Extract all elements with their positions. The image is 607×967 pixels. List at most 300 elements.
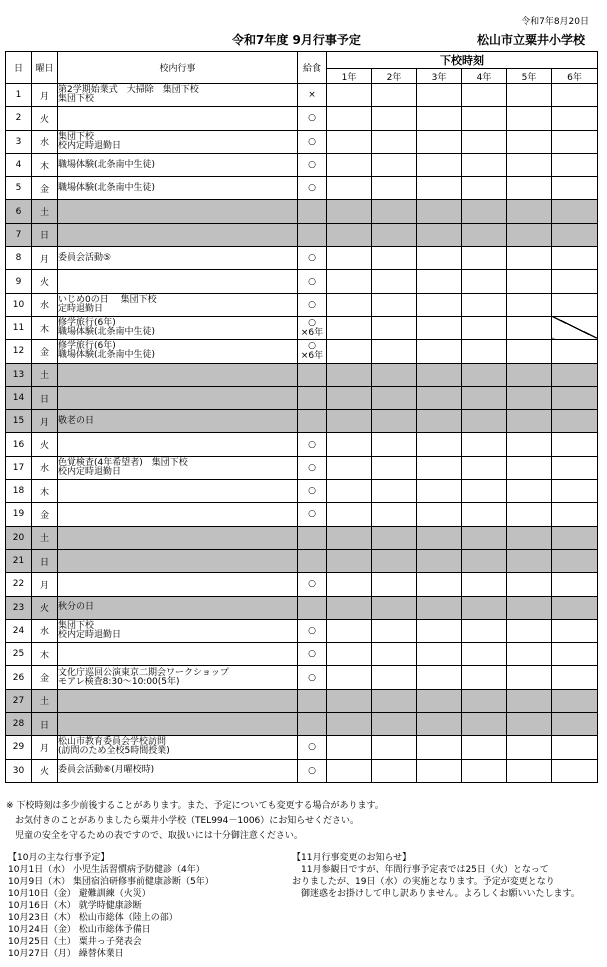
dismissal-time-cell	[462, 410, 507, 433]
lunch-mark: ○	[308, 113, 316, 124]
dismissal-time-cell	[417, 619, 462, 642]
dismissal-time-cell	[462, 433, 507, 456]
col-header-lunch: 給食	[298, 52, 327, 84]
table-row	[6, 293, 598, 316]
event-text: 職場体験(北条南中生徒)	[58, 327, 156, 338]
dismissal-time-cell	[552, 666, 598, 689]
dismissal-time-cell	[327, 363, 372, 386]
lunch-cell	[298, 643, 327, 666]
dismissal-time-cell	[372, 480, 417, 503]
dismissal-time-cell	[417, 340, 462, 363]
event-text: 集団下校	[58, 620, 95, 631]
weekday-cell: 日	[32, 713, 58, 736]
dismissal-time-cell	[507, 689, 552, 712]
dismissal-time-cell	[417, 549, 462, 572]
events-cell	[58, 713, 298, 736]
day-cell: 26	[6, 666, 32, 689]
weekday-cell: 土	[32, 689, 58, 712]
dismissal-time-cell	[552, 410, 598, 433]
grade-header: 3年	[417, 69, 462, 84]
dismissal-time-cell	[462, 270, 507, 293]
weekday-cell: 日	[32, 386, 58, 409]
dismissal-time-cell	[327, 410, 372, 433]
table-row	[6, 643, 598, 666]
dismissal-time-cell	[372, 410, 417, 433]
lunch-cell	[298, 84, 327, 107]
dismissal-time-cell	[507, 456, 552, 479]
dismissal-time-cell	[507, 503, 552, 526]
lunch-mark: ○	[308, 649, 316, 660]
lunch-cell	[298, 247, 327, 270]
lunch-mark: ○	[308, 276, 316, 287]
event-text: 松山市教育委員会学校訪問	[58, 737, 167, 748]
day-cell: 2	[6, 107, 32, 130]
dismissal-time-cell	[417, 456, 462, 479]
events-cell	[58, 596, 298, 619]
dismissal-time-cell	[462, 340, 507, 363]
dismissal-time-cell	[417, 573, 462, 596]
dismissal-time-cell	[417, 386, 462, 409]
dismissal-time-cell	[327, 223, 372, 246]
dismissal-time-cell	[327, 526, 372, 549]
table-row	[6, 596, 598, 619]
day-cell: 9	[6, 270, 32, 293]
dismissal-time-cell	[417, 107, 462, 130]
dismissal-time-cell	[327, 247, 372, 270]
table-row	[6, 526, 598, 549]
day-cell: 27	[6, 689, 32, 712]
october-event-item: 10月27日（月） 繰替休業日	[8, 949, 124, 959]
october-events	[8, 852, 214, 960]
table-row	[6, 247, 598, 270]
dismissal-time-cell	[372, 293, 417, 316]
dismissal-time-cell	[372, 386, 417, 409]
dismissal-time-cell	[507, 130, 552, 153]
dismissal-time-cell	[552, 643, 598, 666]
dismissal-time-cell	[372, 270, 417, 293]
dismissal-time-cell	[327, 386, 372, 409]
dismissal-time-cell	[327, 713, 372, 736]
day-cell: 23	[6, 596, 32, 619]
dismissal-time-cell	[507, 596, 552, 619]
dismissal-time-cell	[552, 759, 598, 782]
page-title: 令和7年度 9月行事予定	[232, 33, 361, 47]
dismissal-time-cell	[462, 84, 507, 107]
dismissal-time-cell	[327, 643, 372, 666]
table-row	[6, 759, 598, 782]
dismissal-time-cell	[462, 549, 507, 572]
table-row	[6, 410, 598, 433]
lunch-mark: ○	[308, 462, 316, 473]
dismissal-time-cell	[552, 549, 598, 572]
issue-date: 令和7年8月20日	[521, 17, 589, 27]
dismissal-time-cell	[507, 643, 552, 666]
weekday-cell: 水	[32, 456, 58, 479]
lunch-cell	[298, 130, 327, 153]
day-cell: 30	[6, 759, 32, 782]
october-event-item: 10月25日（土） 粟井っ子発表会	[8, 937, 142, 947]
dismissal-time-cell	[372, 247, 417, 270]
grade-header: 4年	[462, 69, 507, 84]
table-row	[6, 386, 598, 409]
lunch-mark: ○	[308, 486, 316, 497]
dismissal-time-cell	[372, 549, 417, 572]
dismissal-time-cell	[327, 107, 372, 130]
events-cell	[58, 526, 298, 549]
weekday-cell: 水	[32, 293, 58, 316]
dismissal-time-cell	[372, 573, 417, 596]
weekday-cell: 火	[32, 759, 58, 782]
october-event-item: 10月16日（木） 就学時健康診断	[8, 901, 142, 911]
event-text: 修学旅行(6年)	[58, 341, 116, 352]
lunch-cell	[298, 480, 327, 503]
grade-header: 1年	[327, 69, 372, 84]
dismissal-time-cell	[507, 340, 552, 363]
dismissal-time-cell	[552, 596, 598, 619]
dismissal-time-cell	[462, 759, 507, 782]
table-row	[6, 549, 598, 572]
dismissal-time-cell	[462, 200, 507, 223]
events-cell	[58, 410, 298, 433]
dismissal-time-cell	[552, 84, 598, 107]
dismissal-time-cell	[327, 503, 372, 526]
november-line: 御迷惑をお掛けして申し訳ありません。よろしくお願いいたします。	[292, 889, 580, 899]
dismissal-time-cell	[327, 153, 372, 176]
day-cell: 11	[6, 316, 32, 339]
lunch-cell	[298, 526, 327, 549]
table-row	[6, 736, 598, 759]
weekday-cell: 月	[32, 84, 58, 107]
dismissal-time-cell	[327, 340, 372, 363]
dismissal-time-cell	[507, 410, 552, 433]
event-text: 集団下校	[58, 131, 95, 142]
dismissal-time-cell	[462, 316, 507, 339]
dismissal-time-cell	[507, 386, 552, 409]
dismissal-time-cell	[507, 293, 552, 316]
dismissal-time-cell	[327, 433, 372, 456]
note-line: ※ 下校時刻は多少前後することがあります。また、予定についても変更する場合があります。	[6, 801, 384, 811]
october-event-item: 10月23日（木） 松山市総体（陸上の部）	[8, 913, 178, 923]
dismissal-time-cell	[372, 153, 417, 176]
dismissal-time-cell	[507, 573, 552, 596]
note-line: 児童の安全を守るための表ですので、取扱いには十分御注意ください。	[6, 831, 303, 841]
dismissal-time-cell	[552, 223, 598, 246]
dismissal-time-cell	[507, 713, 552, 736]
table-row	[6, 713, 598, 736]
dismissal-time-cell	[507, 153, 552, 176]
dismissal-time-cell	[507, 200, 552, 223]
dismissal-time-cell	[462, 619, 507, 642]
event-text: 秋分の日	[58, 602, 95, 613]
dismissal-time-cell	[417, 410, 462, 433]
events-cell	[58, 316, 298, 339]
dismissal-time-cell	[327, 316, 372, 339]
grade-header: 5年	[507, 69, 552, 84]
lunch-cell	[298, 503, 327, 526]
dismissal-time-cell	[327, 270, 372, 293]
lunch-mark: ○	[308, 136, 316, 147]
dismissal-time-cell	[507, 526, 552, 549]
weekday-cell: 月	[32, 247, 58, 270]
weekday-cell: 火	[32, 596, 58, 619]
november-heading: 【11月行事変更のお知らせ】	[292, 853, 412, 863]
weekday-cell: 水	[32, 130, 58, 153]
dismissal-time-cell	[507, 549, 552, 572]
table-row	[6, 363, 598, 386]
day-cell: 1	[6, 84, 32, 107]
october-event-item: 10月1日（水） 小児生活習慣病予防健診（4年）	[8, 865, 205, 875]
events-cell	[58, 689, 298, 712]
dismissal-time-cell	[552, 270, 598, 293]
dismissal-time-cell	[417, 153, 462, 176]
events-cell	[58, 480, 298, 503]
lunch-cell	[298, 410, 327, 433]
day-cell: 13	[6, 363, 32, 386]
dismissal-time-cell	[552, 340, 598, 363]
dismissal-time-cell	[462, 713, 507, 736]
dismissal-time-cell	[372, 363, 417, 386]
dismissal-time-cell	[372, 503, 417, 526]
events-cell	[58, 456, 298, 479]
dismissal-time-cell	[507, 316, 552, 339]
lunch-cell	[298, 573, 327, 596]
dismissal-time-cell	[462, 386, 507, 409]
events-cell	[58, 177, 298, 200]
event-text: (訪問のため全校5時間授業)	[58, 746, 170, 757]
dismissal-time-cell	[417, 84, 462, 107]
weekday-cell: 日	[32, 549, 58, 572]
dismissal-time-cell	[552, 130, 598, 153]
lunch-note: ×6年	[300, 351, 324, 362]
event-text: いじめ0の日 集団下校	[58, 294, 157, 305]
lunch-mark: ○	[308, 625, 316, 636]
dismissal-time-cell	[552, 689, 598, 712]
dismissal-time-cell	[462, 736, 507, 759]
lunch-cell	[298, 270, 327, 293]
dismissal-time-cell	[462, 130, 507, 153]
lunch-cell	[298, 200, 327, 223]
dismissal-time-cell	[462, 456, 507, 479]
lunch-cell	[298, 596, 327, 619]
lunch-cell	[298, 153, 327, 176]
lunch-cell	[298, 386, 327, 409]
col-header-day: 日	[6, 52, 32, 84]
lunch-mark: ○	[308, 765, 316, 776]
lunch-mark: ○	[308, 579, 316, 590]
dismissal-time-cell	[417, 713, 462, 736]
lunch-mark: ○	[308, 509, 316, 520]
event-text: 委員会活動⑥(月曜校時)	[58, 765, 155, 776]
table-row	[6, 689, 598, 712]
lunch-cell	[298, 456, 327, 479]
event-text: 修学旅行(6年)	[58, 318, 116, 329]
dismissal-time-cell	[462, 293, 507, 316]
dismissal-time-cell	[372, 619, 417, 642]
event-text: 校内定時退勤日	[58, 466, 122, 477]
dismissal-time-cell	[417, 480, 462, 503]
dismissal-time-cell	[462, 573, 507, 596]
events-cell	[58, 223, 298, 246]
table-row	[6, 316, 598, 339]
november-notice	[292, 852, 580, 900]
lunch-cell	[298, 736, 327, 759]
dismissal-time-cell	[372, 736, 417, 759]
lunch-mark: ○	[308, 253, 316, 264]
day-cell: 15	[6, 410, 32, 433]
col-header-dismissal: 下校時刻	[327, 52, 598, 69]
lunch-cell	[298, 689, 327, 712]
day-cell: 10	[6, 293, 32, 316]
day-cell: 12	[6, 340, 32, 363]
event-text: 定時退勤日	[58, 303, 104, 314]
day-cell: 28	[6, 713, 32, 736]
table-row	[6, 223, 598, 246]
dismissal-time-cell	[417, 363, 462, 386]
weekday-cell: 金	[32, 177, 58, 200]
table-row	[6, 84, 598, 107]
lunch-note: ×6年	[300, 328, 324, 339]
day-cell: 19	[6, 503, 32, 526]
dismissal-time-cell	[507, 177, 552, 200]
dismissal-time-cell	[462, 153, 507, 176]
dismissal-time-cell	[462, 107, 507, 130]
dismissal-time-cell	[507, 270, 552, 293]
event-text: 職場体験(北条南中生徒)	[58, 182, 156, 193]
school-name: 松山市立粟井小学校	[476, 33, 585, 47]
event-text: 第2学期始業式 大掃除 集団下校	[58, 85, 199, 96]
dismissal-time-cell	[507, 433, 552, 456]
table-row	[6, 340, 598, 363]
dismissal-time-cell	[372, 713, 417, 736]
weekday-cell: 土	[32, 363, 58, 386]
dismissal-time-cell	[417, 526, 462, 549]
dismissal-time-cell	[417, 293, 462, 316]
weekday-cell: 木	[32, 316, 58, 339]
dismissal-time-cell	[507, 480, 552, 503]
lunch-cell	[298, 363, 327, 386]
day-cell: 5	[6, 177, 32, 200]
schedule-table	[5, 51, 598, 783]
october-event-item: 10月10日（金） 避難訓練（火災）	[8, 889, 151, 899]
dismissal-time-cell	[327, 736, 372, 759]
dismissal-time-cell	[327, 549, 372, 572]
dismissal-time-cell	[552, 153, 598, 176]
lunch-cell	[298, 713, 327, 736]
dismissal-time-cell	[417, 177, 462, 200]
dismissal-time-cell	[417, 689, 462, 712]
dismissal-time-cell	[417, 130, 462, 153]
events-cell	[58, 573, 298, 596]
events-cell	[58, 340, 298, 363]
day-cell: 8	[6, 247, 32, 270]
events-cell	[58, 666, 298, 689]
table-row	[6, 573, 598, 596]
dismissal-time-cell	[552, 107, 598, 130]
event-text: 職場体験(北条南中生徒)	[58, 159, 156, 170]
col-header-weekday: 曜日	[32, 52, 58, 84]
table-row	[6, 270, 598, 293]
event-text: 色覚検査(4年希望者) 集団下校	[58, 457, 188, 468]
dismissal-time-cell	[327, 84, 372, 107]
dismissal-time-cell	[327, 619, 372, 642]
dismissal-time-cell	[417, 736, 462, 759]
november-line: 11月参観日ですが、年間行事予定表では25日（火）となって	[292, 865, 549, 875]
dismissal-time-cell	[462, 666, 507, 689]
events-cell	[58, 363, 298, 386]
events-cell	[58, 386, 298, 409]
day-cell: 21	[6, 549, 32, 572]
dismissal-time-cell	[552, 363, 598, 386]
event-text: 集団下校	[58, 94, 95, 105]
dismissal-time-cell	[417, 270, 462, 293]
weekday-cell: 金	[32, 340, 58, 363]
dismissal-time-cell	[507, 619, 552, 642]
dismissal-time-cell	[417, 433, 462, 456]
events-cell	[58, 200, 298, 223]
dismissal-time-cell	[507, 107, 552, 130]
dismissal-time-cell	[372, 130, 417, 153]
dismissal-time-cell	[507, 736, 552, 759]
day-cell: 24	[6, 619, 32, 642]
lunch-cell	[298, 340, 327, 363]
table-row	[6, 130, 598, 153]
dismissal-time-cell	[372, 759, 417, 782]
events-cell	[58, 736, 298, 759]
day-cell: 16	[6, 433, 32, 456]
table-row	[6, 153, 598, 176]
weekday-cell: 土	[32, 200, 58, 223]
event-text: 敬老の日	[58, 415, 95, 426]
lunch-mark: ○	[308, 183, 316, 194]
weekday-cell: 火	[32, 433, 58, 456]
weekday-cell: 水	[32, 619, 58, 642]
dismissal-time-cell	[552, 386, 598, 409]
lunch-cell	[298, 107, 327, 130]
lunch-mark: ○	[308, 439, 316, 450]
lunch-cell	[298, 549, 327, 572]
dismissal-time-cell	[372, 177, 417, 200]
table-row	[6, 619, 598, 642]
october-heading: 【10月の主な行事予定】	[8, 853, 110, 863]
dismissal-time-cell	[372, 643, 417, 666]
dismissal-time-cell	[372, 433, 417, 456]
events-cell	[58, 270, 298, 293]
day-cell: 7	[6, 223, 32, 246]
table-row	[6, 503, 598, 526]
lunch-mark: ○	[308, 299, 316, 310]
dismissal-time-cell	[417, 503, 462, 526]
weekday-cell: 火	[32, 107, 58, 130]
day-cell: 25	[6, 643, 32, 666]
events-cell	[58, 293, 298, 316]
dismissal-time-cell	[552, 619, 598, 642]
lunch-cell	[298, 619, 327, 642]
table-row	[6, 107, 598, 130]
lunch-mark: ○	[308, 341, 316, 352]
dismissal-time-cell	[552, 247, 598, 270]
dismissal-time-cell	[417, 596, 462, 619]
weekday-cell: 火	[32, 270, 58, 293]
day-cell: 17	[6, 456, 32, 479]
weekday-cell: 金	[32, 666, 58, 689]
day-cell: 29	[6, 736, 32, 759]
dismissal-time-cell	[417, 223, 462, 246]
dismissal-time-cell	[417, 247, 462, 270]
grade-header: 6年	[552, 69, 598, 84]
events-cell	[58, 247, 298, 270]
event-text: 委員会活動⑤	[58, 252, 112, 263]
october-event-item: 10月9日（木） 集団宿泊研修事前健康診断（5年）	[8, 877, 214, 887]
